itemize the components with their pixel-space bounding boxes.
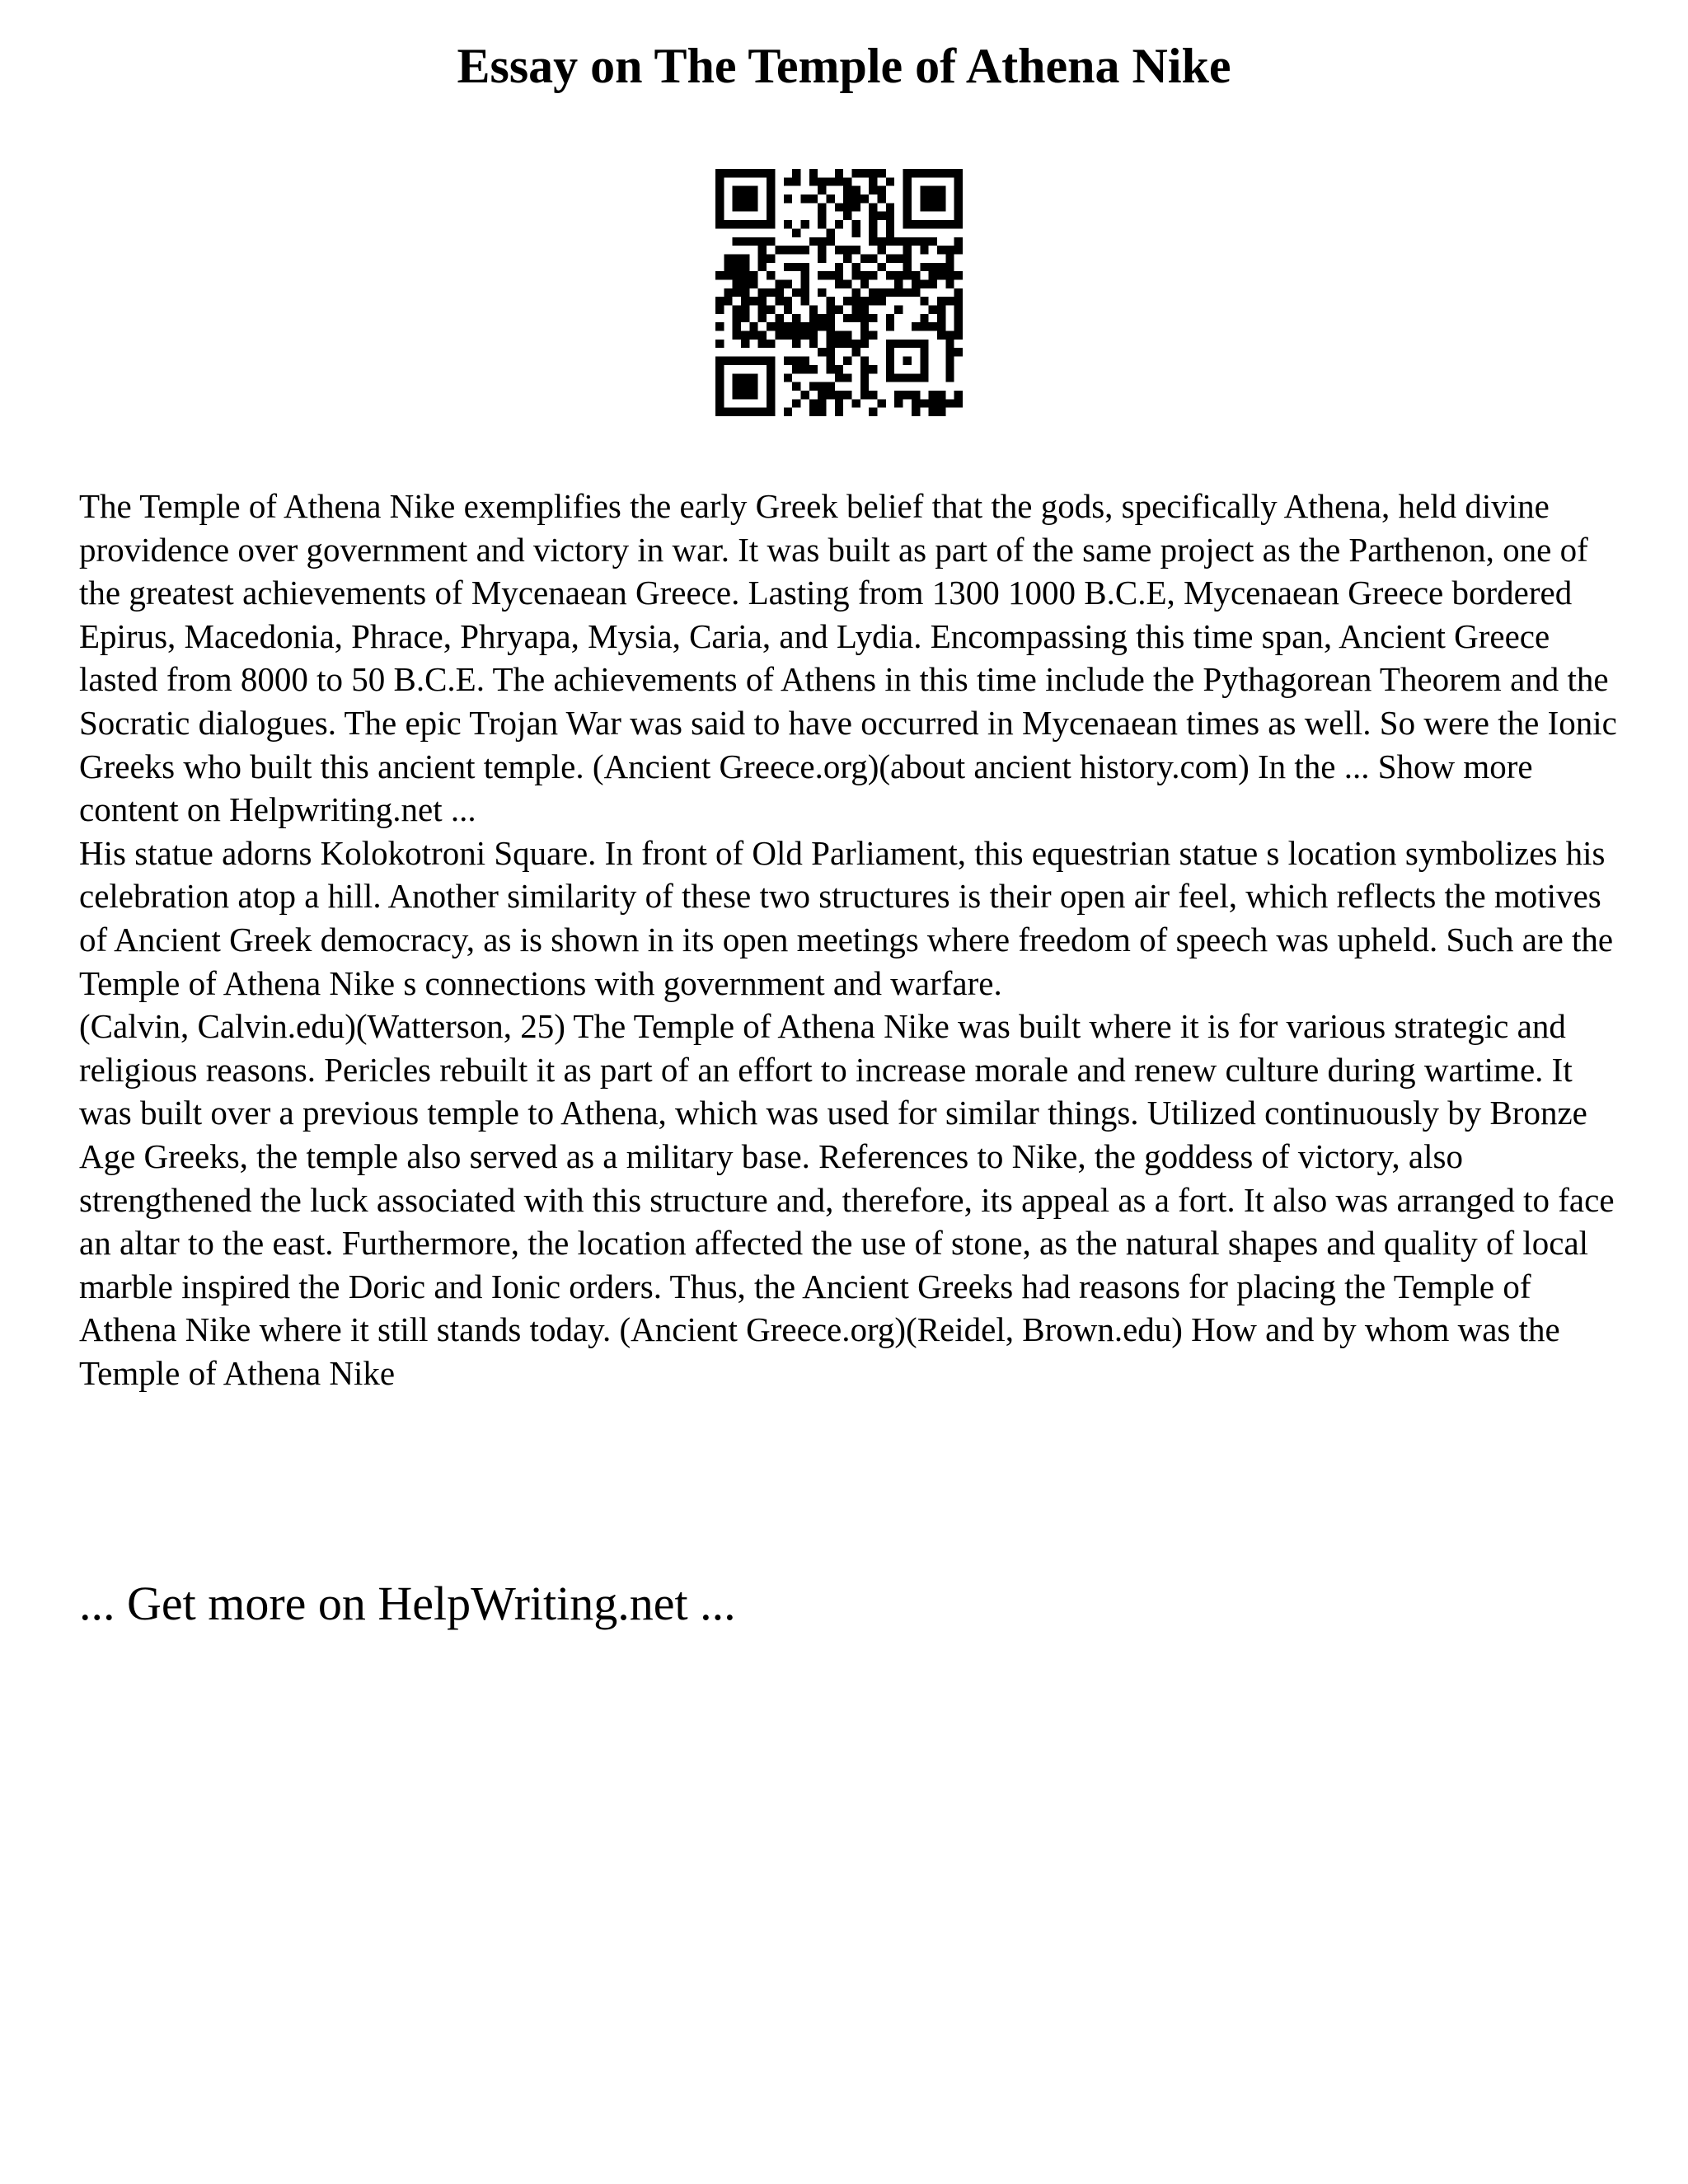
essay-paragraph-3: (Calvin, Calvin.edu)(Watterson, 25) The Temple of Athena Nike was built where it is for various strategic and religious reasons. Pericles rebuilt it as part of an effort to increase morale and renew culture during wartime. It was built over a previous temple to Athena, which was used for similar things. Utilized continuously by Bronze Age Greeks, the temple also served as a military base. References to Nike, the goddess of victory, also strengthened the luck associated with this structure and, therefore, its appeal as a fort. It also was arranged to face an altar to the east. Furthermore, the location affected the use of stone, as the natural shapes and quality of local marble inspired the Doric and Ionic orders. Thus, the Ancient Greeks had reasons for placing the Temple of Athena Nike where it still stands today. (Ancient Greece.org)(Reidel, Brown.edu) How and by whom was the Temple of Athena Nike <box>79 1007 1615 1392</box>
essay-paragraph-1: The Temple of Athena Nike exemplifies the early Greek belief that the gods, specifically Athena, held divine providence over government and victory in war. It was built as part of the same project as the Parthenon, one of the greatest achievements of Mycenaean Greece. Lasting from 1300 1000 B.C.E, Mycenaean Greece bordered Epirus, Macedonia, Phrace, Phryapa, Mysia, Caria, and Lydia. Encompassing this time span, Ancient Greece lasted from 8000 to 50 B.C.E. The achievements of Athens in this time include the Pythagorean Theorem and the Socratic dialogues. The epic Trojan War was said to have occurred in Mycenaean times as well. So were the Ionic Greeks who built this ancient temple. (Ancient Greece.org)(about ancient history.com) In the ... Show more content on Helpwriting.net ... <box>79 487 1617 829</box>
essay-body <box>79 485 1620 1394</box>
qr-code-icon[interactable] <box>715 169 963 416</box>
essay-paragraph-2: His statue adorns Kolokotroni Square. In front of Old Parliament, this equestrian statue s location symbolizes his celebration atop a hill. Another similarity of these two structures is their open air feel, which reflects the motives of Ancient Greek democracy, as is shown in its open meetings where freedom of speech was upheld. Such are the Temple of Athena Nike s connections with government and warfare. <box>79 833 1614 1002</box>
get-more-link[interactable]: ... Get more on HelpWriting.net ... <box>79 1577 736 1630</box>
document-title: Essay on The Temple of Athena Nike <box>457 39 1231 93</box>
